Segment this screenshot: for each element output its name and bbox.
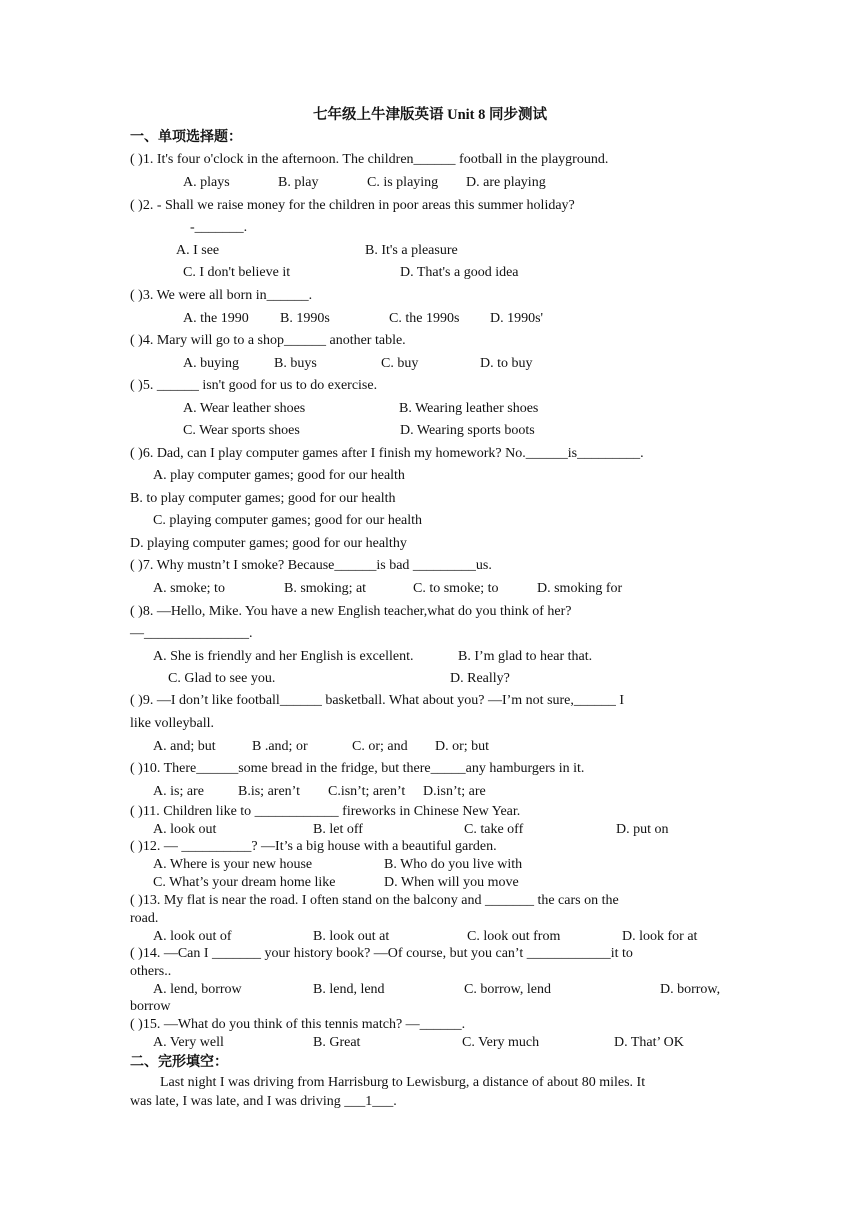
question-12-option-a: A. Where is your new house	[153, 857, 313, 872]
question-5-option-d: D. Wearing sports boots	[400, 423, 535, 438]
question-6-option-c: C. playing computer games; good for our health	[153, 513, 423, 528]
question-10-option-a: A. is; are	[153, 784, 204, 799]
question-3-option-a: A. the 1990	[183, 311, 249, 326]
question-7-option-c: C. to smoke; to	[413, 581, 499, 596]
question-4-option-c: C. buy	[381, 356, 419, 371]
question-7-stem: ( )7. Why mustn’t I smoke? Because______is bad _________us.	[130, 558, 492, 573]
question-8-option-a: A. She is friendly and her English is excellent.	[153, 649, 414, 664]
document-title: 七年级上牛津版英语 Unit 8 同步测试	[312, 107, 548, 123]
cloze-passage-line-1: Last night I was driving from Harrisburg to Lewisburg, a distance of about 80 miles. It	[160, 1075, 646, 1090]
question-2-option-d: D. That's a good idea	[400, 265, 519, 280]
question-3-option-d: D. 1990s'	[490, 311, 544, 326]
question-5-option-a: A. Wear leather shoes	[183, 401, 306, 416]
question-9-option-b: B .and; or	[252, 739, 308, 754]
question-14-option-b: B. lend, lend	[313, 982, 385, 997]
question-12-option-c: C. What’s your dream home like	[153, 875, 336, 890]
question-1-option-a: A. plays	[183, 175, 230, 190]
question-6-stem: ( )6. Dad, can I play computer games after I finish my homework? No.______is_________.	[130, 446, 644, 461]
section-heading-single-choice: 一、单项选择题：	[130, 130, 242, 145]
question-7-option-b: B. smoking; at	[284, 581, 367, 596]
question-6-option-b: B. to play computer games; good for our health	[130, 491, 396, 506]
question-8-stem-continued: —_______________.	[130, 626, 253, 641]
question-4-option-b: B. buys	[274, 356, 317, 371]
question-15-option-b: B. Great	[313, 1035, 361, 1050]
question-8-stem: ( )8. —Hello, Mike. You have a new English teacher,what do you think of her?	[130, 604, 572, 619]
question-14-stem: ( )14. —Can I _______ your history book? —Of course, but you can’t ____________it to	[130, 946, 633, 961]
question-13-option-b: B. look out at	[313, 929, 390, 944]
question-6-option-d: D. playing computer games; good for our healthy	[130, 536, 407, 551]
question-9-stem: ( )9. —I don’t like football______ basketball. What about you? —I’m not sure,______ I	[130, 693, 625, 708]
question-8-option-d: D. Really?	[450, 671, 510, 686]
question-15-option-c: C. Very much	[462, 1035, 540, 1050]
question-1-option-d: D. are playing	[466, 175, 546, 190]
question-5-option-c: C. Wear sports shoes	[183, 423, 300, 438]
question-3-option-c: C. the 1990s	[389, 311, 460, 326]
question-14-option-d-continued: borrow	[130, 999, 171, 1014]
question-11-option-c: C. take off	[464, 822, 524, 837]
question-13-option-a: A. look out of	[153, 929, 232, 944]
question-12-option-b: B. Who do you live with	[384, 857, 523, 872]
question-11-stem: ( )11. Children like to ____________ fireworks in Chinese New Year.	[130, 804, 521, 819]
question-9-stem-continued: like volleyball.	[130, 716, 214, 731]
question-1-stem: ( )1. It's four o'clock in the afternoon. The children______ football in the playground.	[130, 152, 609, 167]
question-2-blank: -_______.	[190, 220, 248, 235]
question-10-option-d: D.isn’t; are	[423, 784, 486, 799]
question-13-stem: ( )13. My flat is near the road. I often stand on the balcony and _______ the cars on the	[130, 893, 619, 908]
question-10-option-c: C.isn’t; aren’t	[328, 784, 406, 799]
question-7-option-d: D. smoking for	[537, 581, 623, 596]
question-5-stem: ( )5. ______ isn't good for us to do exercise.	[130, 378, 378, 393]
question-13-option-c: C. look out from	[467, 929, 561, 944]
question-11-option-d: D. put on	[616, 822, 669, 837]
question-11-option-b: B. let off	[313, 822, 363, 837]
question-9-option-d: D. or; but	[435, 739, 490, 754]
question-3-option-b: B. 1990s	[280, 311, 330, 326]
question-10-option-b: B.is; aren’t	[238, 784, 300, 799]
question-14-stem-continued: others..	[130, 964, 172, 979]
question-4-option-a: A. buying	[183, 356, 239, 371]
question-15-option-d: D. That’ OK	[614, 1035, 684, 1050]
question-2-stem: ( )2. - Shall we raise money for the children in poor areas this summer holiday?	[130, 198, 575, 213]
question-3-stem: ( )3. We were all born in______.	[130, 288, 313, 303]
question-1-option-c: C. is playing	[367, 175, 439, 190]
question-4-option-d: D. to buy	[480, 356, 533, 371]
question-13-option-d: D. look for at	[622, 929, 698, 944]
question-10-stem: ( )10. There______some bread in the fridge, but there_____any hamburgers in it.	[130, 761, 585, 776]
question-12-option-d: D. When will you move	[384, 875, 519, 890]
question-4-stem: ( )4. Mary will go to a shop______ another table.	[130, 333, 406, 348]
question-15-option-a: A. Very well	[153, 1035, 224, 1050]
question-9-option-a: A. and; but	[153, 739, 216, 754]
question-14-option-a: A. lend, borrow	[153, 982, 242, 997]
cloze-passage-line-2: was late, I was late, and I was driving ___1___.	[130, 1094, 397, 1109]
question-9-option-c: C. or; and	[352, 739, 408, 754]
question-5-option-b: B. Wearing leather shoes	[399, 401, 539, 416]
question-2-option-b: B. It's a pleasure	[365, 243, 458, 258]
question-1-option-b: B. play	[278, 175, 319, 190]
section-heading-cloze: 二、完形填空：	[130, 1055, 228, 1070]
question-14-option-d: D. borrow,	[660, 982, 721, 997]
question-7-option-a: A. smoke; to	[153, 581, 225, 596]
question-2-option-a: A. I see	[176, 243, 220, 258]
question-8-option-c: C. Glad to see you.	[168, 671, 276, 686]
question-11-option-a: A. look out	[153, 822, 217, 837]
question-13-stem-continued: road.	[130, 911, 159, 926]
question-14-option-c: C. borrow, lend	[464, 982, 551, 997]
question-8-option-b: B. I’m glad to hear that.	[458, 649, 593, 664]
question-2-option-c: C. I don't believe it	[183, 265, 291, 280]
question-6-option-a: A. play computer games; good for our health	[153, 468, 405, 483]
question-12-stem: ( )12. — __________? —It’s a big house with a beautiful garden.	[130, 839, 497, 854]
question-15-stem: ( )15. —What do you think of this tennis match? —______.	[130, 1017, 466, 1032]
